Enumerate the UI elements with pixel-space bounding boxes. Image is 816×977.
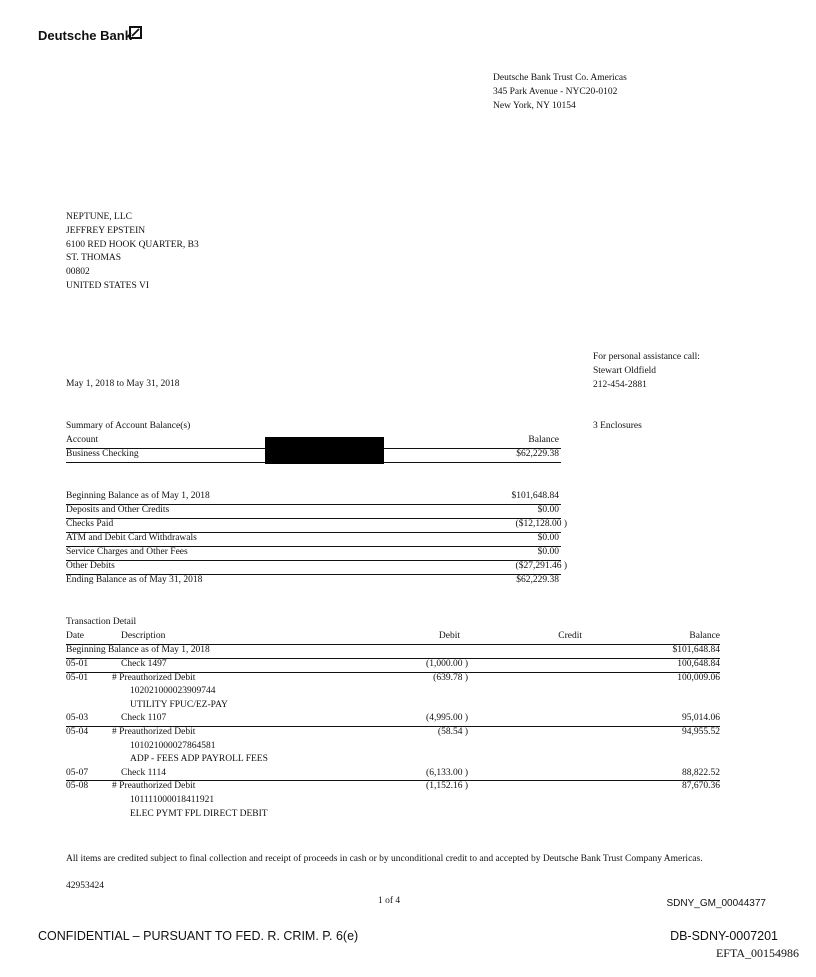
contact-line: For personal assistance call: [593,352,700,362]
tx-detail-text: 101021000027864581 [130,740,216,751]
tx-col-debit: Debit [438,631,460,641]
tx-balance: 100,648.84 [677,659,720,669]
balance-value: ($12,128.00 ) [515,519,567,529]
balance-row [66,546,561,561]
tx-col-credit: Credit [558,631,582,641]
tx-balance: 94,955.52 [682,727,720,737]
tx-detail-line [66,808,720,822]
redaction-box [265,437,384,464]
col-balance: Balance [528,435,559,445]
balance-value: $0.00 [537,533,559,543]
table-row [66,712,720,727]
tx-detail-text: UTILITY FPUC/EZ-PAY [130,699,228,710]
balance-row [66,490,561,505]
tx-date: 05-08 [66,781,89,792]
tx-debit: (58.54 ) [437,727,468,737]
summary-title: Summary of Account Balance(s) [66,421,191,431]
recipient-line: UNITED STATES VI [66,280,149,291]
tx-detail-text: 102021000023909744 [130,686,216,697]
recipient-line: ST. THOMAS [66,253,122,264]
bates-number: EFTA_00154986 [715,946,799,960]
tx-description: Check 1497 [121,659,167,669]
bank-address-line: Deutsche Bank Trust Co. Americas [493,73,627,83]
tx-debit: (1,152.16 ) [426,781,468,792]
bates-number: DB-SDNY-0007201 [670,929,778,943]
table-row [66,658,720,673]
balance-label: Service Charges and Other Fees [66,547,188,557]
recipient-line: 6100 RED HOOK QUARTER, B3 [66,239,199,250]
recipient-line: JEFFREY EPSTEIN [66,225,146,236]
bank-logo-text: Deutsche Bank [38,28,132,43]
balance-value: ($27,291.46 ) [515,561,567,571]
balance-row [66,518,567,533]
balance-label: Checks Paid [66,519,114,529]
tx-detail-line [66,753,720,767]
contact-line: Stewart Oldfield [593,365,657,376]
tx-col-description: Description [121,631,166,641]
balance-label: Beginning Balance as of May 1, 2018 [66,491,210,501]
balance-row [66,574,561,588]
balance-value: $62,229.38 [516,575,559,585]
balance-row [66,504,561,519]
bank-address-line: 345 Park Avenue - NYC20-0102 [493,86,618,97]
bates-number: SDNY_GM_00044377 [666,898,766,909]
tx-balance: 88,822.52 [682,767,720,778]
tx-date: 05-01 [66,659,89,669]
bank-address [493,72,627,113]
balance-label: ATM and Debit Card Withdrawals [66,533,197,543]
tx-detail-line [66,685,720,699]
balance-label: Other Debits [66,561,115,571]
contact-block [593,351,700,392]
tx-debit: (639.78 ) [433,672,468,683]
tx-detail-line [66,740,720,754]
transaction-header-row [66,630,720,645]
transaction-title: Transaction Detail [66,617,137,627]
recipient-address [66,211,199,294]
balance-row [66,532,561,547]
tx-balance: 95,014.06 [682,713,720,724]
tx-detail-text: ELEC PYMT FPL DIRECT DEBIT [130,808,268,819]
contact-line: 212-454-2881 [593,379,647,390]
tx-date: 05-07 [66,767,89,778]
col-account: Account [66,435,99,445]
tx-beginning-value: $101,648.84 [672,645,720,655]
tx-detail-text: ADP - FEES ADP PAYROLL FEES [130,754,268,765]
tx-detail-text: 101111000018411921 [130,795,215,805]
footer-code: 42953424 [66,881,104,891]
tx-date: 05-01 [66,672,89,683]
tx-description: Check 1114 [121,767,166,778]
balance-value: $0.00 [537,505,559,515]
tx-debit: (1,000.00 ) [426,659,468,669]
tx-beginning-label: Beginning Balance as of May 1, 2018 [66,645,210,655]
bank-address-line: New York, NY 10154 [493,100,576,111]
tx-description: # Preauthorized Debit [112,727,196,737]
tx-debit: (4,995.00 ) [426,713,468,724]
tx-description: Check 1107 [121,713,167,724]
recipient-line: 00802 [66,267,90,278]
account-balance: $62,229.38 [516,449,559,459]
tx-col-balance: Balance [689,631,720,641]
tx-detail-line [66,794,720,808]
account-name: Business Checking [66,449,139,459]
table-row [66,780,720,794]
tx-description: # Preauthorized Debit [112,672,196,683]
balance-row [66,560,567,575]
tx-description: # Preauthorized Debit [112,781,196,792]
recipient-line: NEPTUNE, LLC [66,212,132,222]
tx-date: 05-03 [66,713,89,724]
page-number: 1 of 4 [378,896,401,906]
transaction-beginning-row [66,644,720,659]
tx-date: 05-04 [66,727,89,737]
table-row [66,672,720,686]
table-row [66,767,720,782]
footer-note: All items are credited subject to final collection and receipt of proceeds in cash or by unconditional credit to and accepted by Deutsche Bank Trust Company Americas. [66,854,703,864]
confidential-notice: CONFIDENTIAL – PURSUANT TO FED. R. CRIM. P. 6(e) [38,929,359,943]
balance-value: $101,648.84 [511,491,559,501]
tx-balance: 87,670.36 [682,781,720,792]
balance-label: Deposits and Other Credits [66,505,170,515]
statement-period: May 1, 2018 to May 31, 2018 [66,379,180,389]
bank-logo-icon [129,26,142,39]
balance-label: Ending Balance as of May 31, 2018 [66,575,203,585]
balance-value: $0.00 [537,547,559,557]
tx-debit: (6,133.00 ) [426,767,468,778]
enclosures-count: 3 Enclosures [593,421,642,431]
table-row [66,726,720,740]
tx-balance: 100,009.06 [677,672,720,683]
tx-detail-line [66,699,720,713]
tx-col-date: Date [66,631,84,641]
